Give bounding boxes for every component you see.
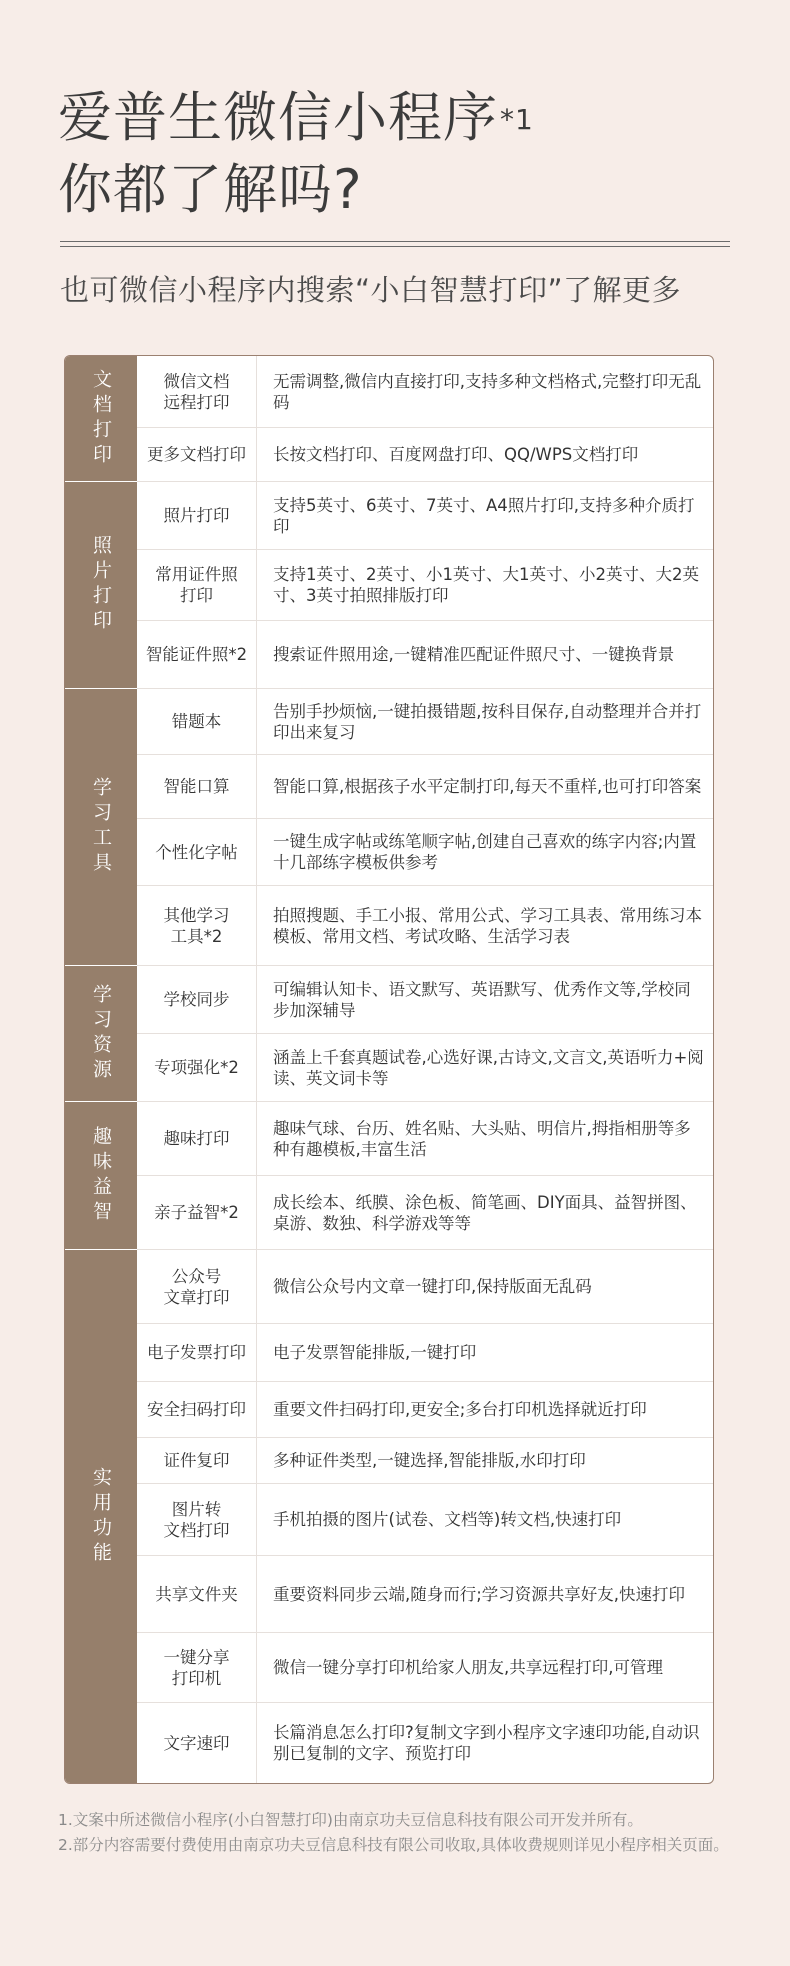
category-cell	[65, 482, 137, 689]
table-row	[137, 1484, 713, 1556]
feature-description: 拍照搜题、手工小报、常用公式、学习工具表、常用练习本模板、常用文档、考试攻略、生活学习表	[273, 905, 702, 946]
feature-name: 其他学习 工具*2	[137, 886, 257, 965]
feature-description: 长篇消息怎么打印?复制文字到小程序文字速印功能,自动识别已复制的文字、预览打印	[273, 1723, 700, 1763]
feature-description: 长按文档打印、百度网盘打印、QQ/WPS文档打印	[273, 445, 639, 464]
page-title	[58, 82, 534, 226]
feature-description: 支持5英寸、6英寸、7英寸、A4照片打印,支持多种介质打印	[273, 495, 695, 536]
table-row	[137, 1556, 713, 1633]
category-label: 文档打印	[90, 368, 112, 469]
table-row	[137, 356, 713, 428]
feature-description: 支持1英寸、2英寸、小1英寸、大1英寸、小2英寸、大2英寸、3英寸拍照排版打印	[273, 565, 699, 605]
category-label: 学习工具	[90, 777, 112, 877]
category-cell	[65, 356, 137, 482]
feature-name: 趣味打印	[137, 1102, 257, 1175]
category-cell	[65, 1250, 137, 1783]
category-cell	[65, 689, 137, 966]
table-row	[137, 1324, 713, 1382]
table-row	[137, 1176, 713, 1250]
feature-name: 学校同步	[137, 966, 257, 1033]
feature-name: 照片打印	[137, 482, 257, 549]
feature-description: 多种证件类型,一键选择,智能排版,水印打印	[273, 1451, 586, 1470]
feature-name: 文字速印	[137, 1703, 257, 1783]
feature-description: 无需调整,微信内直接打印,支持多种文档格式,完整打印无乱码	[273, 371, 702, 412]
feature-name: 个性化字帖	[137, 819, 257, 885]
category-cell	[65, 1102, 137, 1250]
footnotes	[58, 1808, 748, 1858]
table-row	[137, 482, 713, 550]
table-row	[137, 819, 713, 886]
feature-description: 重要资料同步云端,随身而行;学习资源共享好友,快速打印	[273, 1584, 686, 1604]
feature-description: 微信一键分享打印机给家人朋友,共享远程打印,可管理	[273, 1658, 663, 1677]
feature-description: 智能口算,根据孩子水平定制打印,每天不重样,也可打印答案	[273, 777, 702, 796]
category-label: 实用功能	[90, 1466, 112, 1567]
category-column	[65, 356, 137, 1783]
table-row	[137, 966, 713, 1034]
table-row	[137, 1102, 713, 1176]
feature-name: 电子发票打印	[137, 1324, 257, 1381]
table-row	[137, 1382, 713, 1438]
feature-name: 智能证件照*2	[137, 621, 257, 688]
table-row	[137, 1633, 713, 1703]
feature-description: 趣味气球、台历、姓名贴、大头贴、明信片,拇指相册等多种有趣模板,丰富生活	[273, 1118, 691, 1159]
title-line-1: 爱普生微信小程序$^{*1}$	[58, 86, 534, 149]
feature-name: 更多文档打印	[137, 428, 257, 481]
table-row	[137, 621, 713, 689]
feature-description: 成长绘本、纸膜、涂色板、简笔画、DIY面具、益智拼图、桌游、数独、科学游戏等等	[273, 1192, 697, 1233]
feature-name: 共享文件夹	[137, 1556, 257, 1632]
divider-top	[60, 241, 730, 242]
feature-description: 告别手抄烦恼,一键拍摄错题,按科目保存,自动整理并合并打印出来复习	[273, 701, 702, 742]
feature-name: 公众号 文章打印	[137, 1250, 257, 1323]
feature-description: 电子发票智能排版,一键打印	[273, 1343, 477, 1362]
table-row	[137, 1250, 713, 1324]
feature-name: 证件复印	[137, 1438, 257, 1483]
feature-name: 亲子益智*2	[137, 1176, 257, 1249]
footnote-2: 2.部分内容需要付费使用由南京功夫豆信息科技有限公司收取,具体收费规则详见小程序相关页面。	[58, 1836, 729, 1854]
feature-name: 安全扫码打印	[137, 1382, 257, 1437]
subtitle: 也可微信小程序内搜索“小白智慧打印”了解更多	[60, 273, 682, 307]
feature-description: 手机拍摄的图片(试卷、文档等)转文档,快速打印	[273, 1510, 622, 1529]
table-row	[137, 1034, 713, 1102]
table-row	[137, 428, 713, 482]
divider-bottom	[60, 246, 730, 247]
feature-description: 重要文件扫码打印,更安全;多台打印机选择就近打印	[273, 1400, 647, 1419]
feature-name: 专项强化*2	[137, 1034, 257, 1101]
feature-name: 常用证件照 打印	[137, 550, 257, 620]
category-label: 照片打印	[90, 535, 112, 635]
table-row	[137, 1438, 713, 1484]
feature-name: 一键分享 打印机	[137, 1633, 257, 1702]
feature-description: 一键生成字帖或练笔顺字帖,创建自己喜欢的练字内容;内置十几部练字模板供参考	[273, 832, 697, 872]
table-row	[137, 755, 713, 819]
title-line-2: 你都了解吗?	[58, 158, 363, 221]
feature-description: 涵盖上千套真题试卷,心选好课,古诗文,文言文,英语听力+阅读、英文词卡等	[273, 1047, 704, 1088]
feature-table	[64, 355, 714, 1784]
table-row	[137, 886, 713, 966]
feature-description: 可编辑认知卡、语文默写、英语默写、优秀作文等,学校同步加深辅导	[273, 979, 691, 1020]
table-row	[137, 550, 713, 621]
category-cell	[65, 966, 137, 1102]
table-row	[137, 1703, 713, 1783]
category-label: 学习资源	[90, 983, 112, 1084]
feature-description: 搜索证件照用途,一键精准匹配证件照尺寸、一键换背景	[273, 645, 675, 664]
category-label: 趣味益智	[90, 1125, 112, 1226]
table-row	[137, 689, 713, 755]
feature-name: 图片转 文档打印	[137, 1484, 257, 1555]
footnote-1: 1.文案中所述微信小程序(小白智慧打印)由南京功夫豆信息科技有限公司开发并所有。	[58, 1811, 643, 1829]
feature-name: 智能口算	[137, 755, 257, 818]
title-footnote-mark: *1	[500, 103, 534, 136]
feature-name: 错题本	[137, 689, 257, 754]
feature-description: 微信公众号内文章一键打印,保持版面无乱码	[273, 1277, 592, 1296]
feature-name: 微信文档 远程打印	[137, 356, 257, 427]
